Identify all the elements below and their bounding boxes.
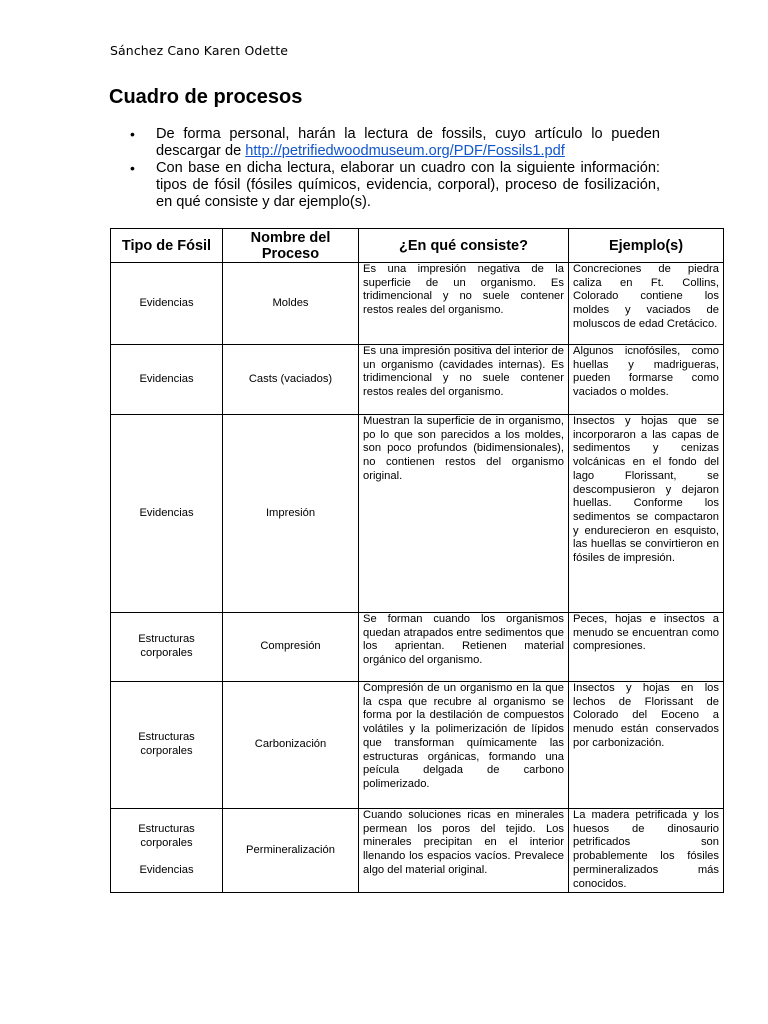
cell-consiste: Es una impresión negativa de la superficie de un organismo. Es tridimencional y no suele contener restos reales del organismo. bbox=[359, 263, 569, 345]
cell-tipo: Evidencias bbox=[111, 345, 223, 415]
cell-ejemplo: Algunos icnofósiles, como huellas y madrigueras, pueden formarse como vaciados o moldes. bbox=[569, 345, 724, 415]
cell-ejemplo: Peces, hojas e insectos a menudo se encuentran como compresiones. bbox=[569, 613, 724, 682]
process-table bbox=[110, 228, 724, 893]
cell-ejemplo: Concreciones de piedra caliza en Ft. Collins, Colorado contiene los moldes y vaciados de moluscos de edad Cretácico. bbox=[569, 263, 724, 345]
cell-tipo-primary: Estructuras corporales bbox=[138, 822, 195, 849]
header-ejemplo: Ejemplo(s) bbox=[569, 229, 724, 263]
author-name: Sánchez Cano Karen Odette bbox=[110, 43, 289, 58]
cell-tipo: Estructuras corporales bbox=[111, 613, 223, 682]
cell-proceso: Moldes bbox=[223, 263, 359, 345]
cell-ejemplo: Insectos y hojas en los lechos de Florissant de Colorado del Eoceno a menudo están conservados por carbonización. bbox=[569, 682, 724, 809]
page-title: Cuadro de procesos bbox=[109, 86, 303, 108]
instruction-text: Con base en dicha lectura, elaborar un cuadro con la siguiente información: tipos de fósil (fósiles químicos, evidencia, corporal), proceso de fosilización, en qué consiste y dar ejemplo(s). bbox=[156, 160, 660, 210]
fossils-pdf-link[interactable]: http://petrifiedwoodmuseum.org/PDF/Fossils1.pdf bbox=[245, 143, 565, 159]
instruction-item bbox=[130, 160, 660, 211]
table-row bbox=[111, 613, 724, 682]
cell-proceso: Carbonización bbox=[223, 682, 359, 809]
cell-ejemplo: La madera petrificada y los huesos de dinosaurio petrificados son probablemente los fósiles permineralizados más conocidos. bbox=[569, 809, 724, 893]
cell-tipo: Evidencias bbox=[111, 263, 223, 345]
cell-consiste: Cuando soluciones ricas en minerales permean los poros del tejido. Los minerales precipitan en el interior llenando los espacios vacíos. Prevalece algo del material original. bbox=[359, 809, 569, 893]
table-header-row bbox=[111, 229, 724, 263]
instruction-list bbox=[130, 126, 660, 211]
table-row bbox=[111, 345, 724, 415]
cell-tipo-secondary: Evidencias bbox=[139, 864, 194, 877]
cell-proceso: Impresión bbox=[223, 415, 359, 613]
header-tipo: Tipo de Fósil bbox=[111, 229, 223, 263]
cell-proceso: Casts (vaciados) bbox=[223, 345, 359, 415]
cell-tipo bbox=[111, 809, 223, 893]
header-proceso: Nombre del Proceso bbox=[223, 229, 359, 263]
cell-ejemplo: Insectos y hojas que se incorporaron a las capas de sedimentos y cenizas volcánicas en el fondo del lago Florissant, se descompusieron y dejaron huellas. Conforme los sedimentos se compactaron y endurecieron en esquisto, las huellas se convirtieron en fósiles de impresión. bbox=[569, 415, 724, 613]
cell-consiste: Muestran la superficie de in organismo, po lo que son parecidos a los moldes, son poco profundos (bidimensionales), no contienen restos del organismo original. bbox=[359, 415, 569, 613]
table-row bbox=[111, 263, 724, 345]
table-row bbox=[111, 809, 724, 893]
cell-consiste: Compresión de un organismo en la que la cspa que recubre al organismo se forma por la destilación de compuestos volátiles y la polimerización de lípidos que transforman químicamente las estructuras orgánicas, formando una peícula delgada de carbono polimerizado. bbox=[359, 682, 569, 809]
cell-proceso: Permineralización bbox=[223, 809, 359, 893]
table-row bbox=[111, 415, 724, 613]
cell-consiste: Se forman cuando los organismos quedan atrapados entre sedimentos que los aprientan. Retienen material orgánico del organismo. bbox=[359, 613, 569, 682]
instruction-text: De forma personal, harán la lectura de fossils, cuyo artículo lo pueden descargar de bbox=[156, 126, 660, 159]
instruction-item bbox=[130, 126, 660, 160]
table-row bbox=[111, 682, 724, 809]
cell-tipo: Estructuras corporales bbox=[111, 682, 223, 809]
header-consiste: ¿En qué consiste? bbox=[359, 229, 569, 263]
cell-tipo: Evidencias bbox=[111, 415, 223, 613]
cell-consiste: Es una impresión positiva del interior de un organismo (cavidades internas). Es tridimencional y no suele contener restos reales del organismo. bbox=[359, 345, 569, 415]
cell-proceso: Compresión bbox=[223, 613, 359, 682]
